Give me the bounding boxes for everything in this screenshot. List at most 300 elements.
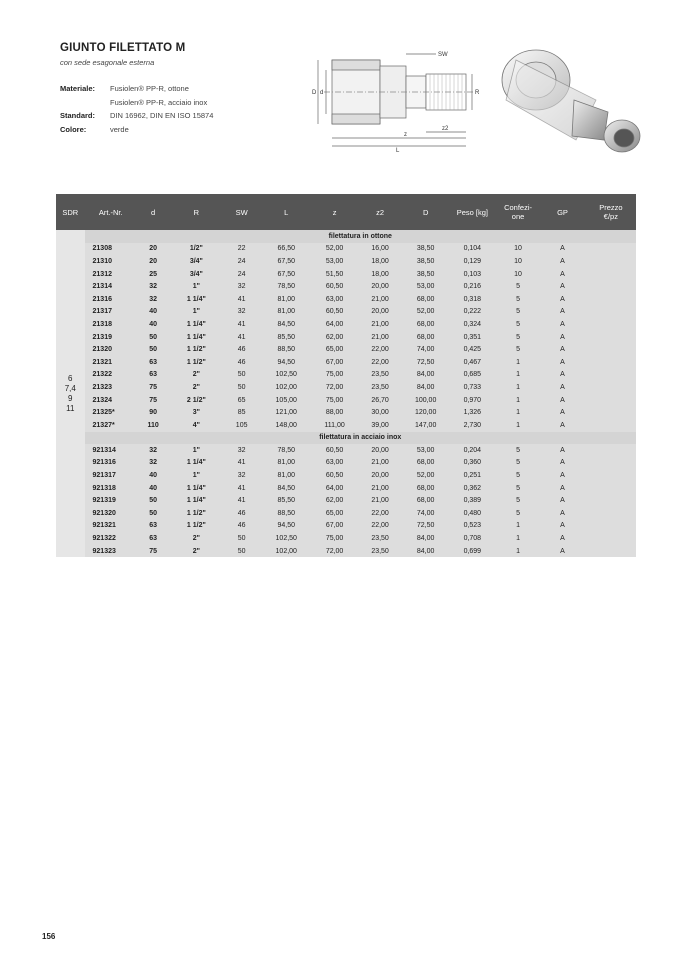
table-cell: 0,467 — [463, 358, 482, 366]
table-cell — [586, 406, 636, 419]
table-cell — [586, 318, 636, 331]
table-cell: 60,50 — [313, 469, 357, 482]
table-cell: 148,00 — [260, 419, 313, 432]
table-cell: 21319 — [92, 333, 112, 341]
table-cell: 5 — [497, 444, 539, 457]
table-cell: 21,00 — [357, 293, 404, 306]
table-cell: 5 — [516, 459, 521, 467]
property-value: Fusiolen® PP-R, acciaio inox — [110, 97, 208, 107]
table-cell: 1 — [497, 369, 539, 382]
table-cell: 84,00 — [404, 545, 448, 558]
table-cell — [586, 482, 636, 495]
label-z: z — [404, 132, 407, 138]
table-cell: 23,50 — [357, 369, 404, 382]
table-cell: 100,00 — [404, 394, 448, 407]
table-cell: 50 — [223, 369, 260, 382]
sdr-value: 7,4 — [64, 383, 76, 393]
property-key-spacer — [60, 96, 110, 110]
table-row — [56, 419, 636, 432]
property-value: verde — [110, 124, 129, 134]
table-cell: 72,50 — [416, 358, 435, 366]
table-cell: 18,00 — [371, 257, 389, 265]
table-cell: 0,103 — [448, 268, 497, 281]
table-cell: 3/4" — [189, 257, 203, 265]
table-cell: 5 — [497, 469, 539, 482]
table-cell: 1 1/2" — [169, 343, 223, 356]
table-cell: 5 — [516, 308, 521, 316]
table-cell: 32 — [149, 283, 158, 291]
table-cell: 105,00 — [260, 394, 313, 407]
table-cell: 94,50 — [260, 520, 313, 533]
table-cell: 1 1/2" — [186, 358, 206, 366]
label-L: L — [396, 148, 400, 154]
table-cell: 102,50 — [275, 535, 297, 543]
table-cell: 1 — [516, 409, 521, 417]
table-row — [56, 243, 636, 256]
table-cell: 40 — [149, 308, 158, 316]
col-header: D — [404, 194, 448, 230]
table-cell: A — [539, 369, 586, 382]
table-cell: 81,00 — [277, 459, 296, 467]
table-cell: 68,00 — [416, 333, 435, 341]
table-cell — [586, 507, 636, 520]
table-cell: 3/4" — [169, 268, 223, 281]
table-cell: 81,00 — [260, 293, 313, 306]
table-cell: 68,00 — [404, 318, 448, 331]
table-cell: 1 1/4" — [169, 318, 223, 331]
table-cell: 21,00 — [357, 318, 404, 331]
table-cell: 21,00 — [371, 459, 389, 467]
table-cell: 66,50 — [260, 243, 313, 256]
table-cell: 67,00 — [325, 358, 344, 366]
table-cell: 65,00 — [313, 343, 357, 356]
table-cell: 21310 — [92, 257, 112, 265]
table-cell: A — [560, 409, 565, 417]
table-cell: 921316 — [92, 459, 116, 467]
section-header-row — [56, 230, 636, 243]
table-cell: A — [560, 333, 565, 341]
table-cell: 0,129 — [463, 257, 482, 265]
table-cell: A — [539, 343, 586, 356]
table-cell: 46 — [237, 358, 246, 366]
table-cell: 21317 — [92, 308, 112, 316]
table-cell: 10 — [497, 268, 539, 281]
table-cell — [586, 419, 636, 432]
table-cell: 21327* — [85, 419, 137, 432]
sdr-cell — [56, 230, 85, 557]
table-cell: 921318 — [92, 484, 116, 492]
table-cell: 4" — [169, 419, 223, 432]
table-cell — [586, 532, 636, 545]
table-cell: 921314 — [85, 444, 137, 457]
property-row — [60, 82, 213, 96]
table-cell: 32 — [237, 283, 246, 291]
table-cell: 63 — [149, 535, 158, 543]
table-cell: 50 — [237, 535, 246, 543]
table-cell: 0,360 — [463, 459, 482, 467]
table-cell: 62,00 — [325, 333, 344, 341]
table-cell: 21316 — [85, 293, 137, 306]
property-row — [60, 96, 213, 110]
table-cell: 21322 — [85, 369, 137, 382]
table-cell: 75,00 — [325, 535, 344, 543]
table-cell: 2" — [169, 545, 223, 558]
table-cell: 20 — [149, 257, 158, 265]
table-cell: 0,708 — [463, 535, 482, 543]
table-cell: 50 — [237, 383, 246, 391]
property-key: Standard: — [60, 111, 96, 120]
table-cell: 68,00 — [416, 484, 435, 492]
table-cell: A — [539, 419, 586, 432]
table-cell: 21325* — [92, 409, 115, 417]
table-cell: 0,733 — [463, 383, 482, 391]
table-cell: 50 — [137, 343, 169, 356]
col-header: Prezzo €/pz — [586, 194, 636, 230]
table-cell: A — [539, 444, 586, 457]
table-cell: 32 — [137, 293, 169, 306]
table-row — [56, 394, 636, 407]
label-R: R — [475, 90, 480, 96]
table-cell: 67,00 — [313, 520, 357, 533]
table-cell: 0,351 — [463, 333, 482, 341]
table-cell: 65,00 — [325, 509, 344, 517]
table-cell — [586, 545, 636, 558]
table-cell — [586, 356, 636, 369]
table-cell: 41 — [223, 318, 260, 331]
table-cell: 102,00 — [260, 545, 313, 558]
table-cell: 120,00 — [414, 409, 437, 417]
section-title: filettatura in ottone — [85, 230, 636, 243]
table-cell: 1 1/4" — [186, 333, 206, 341]
table-row — [56, 318, 636, 331]
table-cell: 5 — [516, 509, 521, 517]
table-cell: 921323 — [85, 545, 137, 558]
table-cell: 0,685 — [448, 369, 497, 382]
table-cell: 75 — [137, 545, 169, 558]
table-cell: 46 — [237, 509, 246, 517]
table-cell: 21,00 — [357, 494, 404, 507]
table-row — [56, 545, 636, 558]
table-cell: 921321 — [85, 520, 137, 533]
table-cell: 25 — [137, 268, 169, 281]
product-table — [56, 194, 636, 557]
sdr-value: 6 — [68, 373, 73, 383]
table-cell: 1 1/2" — [169, 520, 223, 533]
table-cell: 921322 — [92, 535, 116, 543]
table-cell: 53,00 — [404, 444, 448, 457]
table-cell: A — [560, 535, 565, 543]
table-cell: A — [539, 268, 586, 281]
table-cell: 921319 — [85, 494, 137, 507]
table-cell: 21323 — [92, 383, 112, 391]
table-cell: 1 1/4" — [186, 459, 206, 467]
table-cell: A — [560, 509, 565, 517]
table-cell: 32 — [223, 444, 260, 457]
table-cell: 40 — [137, 318, 169, 331]
table-cell: 72,50 — [404, 520, 448, 533]
property-key: Materiale: — [60, 84, 96, 93]
table-cell — [586, 457, 636, 470]
table-cell: 102,00 — [275, 383, 297, 391]
table-cell — [586, 343, 636, 356]
table-cell: 75 — [137, 394, 169, 407]
table-cell: 75 — [149, 383, 158, 391]
table-cell — [586, 255, 636, 268]
table-cell: 90 — [149, 409, 158, 417]
table-cell: 68,00 — [404, 293, 448, 306]
table-cell: 5 — [497, 494, 539, 507]
property-key: Colore: — [60, 124, 87, 134]
table-cell — [586, 306, 636, 319]
table-cell: 51,50 — [313, 268, 357, 281]
table-cell: A — [560, 283, 565, 291]
table-cell: 1 — [497, 394, 539, 407]
col-header: L — [260, 194, 313, 230]
table-row — [56, 280, 636, 293]
table-cell: 40 — [137, 469, 169, 482]
table-cell: 26,70 — [357, 394, 404, 407]
table-cell — [586, 280, 636, 293]
table-cell: A — [539, 494, 586, 507]
table-cell: 63 — [137, 369, 169, 382]
table-cell: 46 — [223, 520, 260, 533]
col-header: R — [169, 194, 223, 230]
table-cell: A — [539, 293, 586, 306]
table-cell: A — [539, 243, 586, 256]
table-cell: 21,00 — [371, 484, 389, 492]
table-cell: 21321 — [92, 358, 112, 366]
table-cell: 1" — [192, 283, 200, 291]
table-cell — [586, 268, 636, 281]
table-cell: 84,00 — [404, 369, 448, 382]
table-cell: 5 — [516, 484, 521, 492]
table-cell: 0,425 — [448, 343, 497, 356]
col-header: d — [137, 194, 169, 230]
table-row — [56, 507, 636, 520]
table-row — [56, 532, 636, 545]
table-row — [56, 255, 636, 268]
table-cell: 21318 — [85, 318, 137, 331]
table-cell: 32 — [223, 469, 260, 482]
product-image — [496, 40, 646, 158]
table-cell: 0,699 — [448, 545, 497, 558]
table-row — [56, 494, 636, 507]
table-cell: 0,251 — [448, 469, 497, 482]
table-cell: A — [560, 358, 565, 366]
table-cell: 84,00 — [416, 535, 435, 543]
table-cell: 68,00 — [404, 494, 448, 507]
table-cell: 1 — [497, 545, 539, 558]
table-cell: 74,00 — [404, 343, 448, 356]
label-z2: z2 — [442, 126, 449, 132]
table-cell: 921317 — [85, 469, 137, 482]
table-cell: 921320 — [92, 509, 116, 517]
table-cell: 30,00 — [371, 409, 389, 417]
table-cell: A — [539, 545, 586, 558]
table-cell — [586, 520, 636, 533]
table-row — [56, 520, 636, 533]
table-cell: 72,00 — [313, 545, 357, 558]
table-cell: 88,00 — [325, 409, 344, 417]
table-cell — [586, 394, 636, 407]
table-cell: 18,00 — [357, 268, 404, 281]
table-cell: 85 — [237, 409, 246, 417]
table-cell: 5 — [516, 333, 521, 341]
table-cell: 63,00 — [325, 459, 344, 467]
table-cell: 53,00 — [325, 257, 344, 265]
table-cell: 3" — [192, 409, 200, 417]
table-cell: 41 — [237, 459, 246, 467]
table-cell: 1 — [516, 358, 521, 366]
table-cell: 0,389 — [448, 494, 497, 507]
table-cell: 2" — [192, 535, 200, 543]
table-cell: 1 1/2" — [186, 509, 206, 517]
table-cell: 1 — [516, 383, 521, 391]
table-cell: 111,00 — [313, 419, 357, 432]
table-cell: 85,50 — [260, 494, 313, 507]
col-header: z2 — [357, 194, 404, 230]
page-subtitle: con sede esagonale esterna — [60, 58, 155, 67]
table-cell: 0,104 — [448, 243, 497, 256]
table-cell: 53,00 — [416, 283, 435, 291]
table-cell: A — [560, 383, 565, 391]
table-cell: 22,00 — [357, 520, 404, 533]
table-cell: 2" — [169, 369, 223, 382]
table-cell: 147,00 — [404, 419, 448, 432]
table-row — [56, 482, 636, 495]
table-cell: 52,00 — [313, 243, 357, 256]
table-cell: 62,00 — [313, 494, 357, 507]
col-header: z — [313, 194, 357, 230]
table-cell: 63 — [137, 520, 169, 533]
table-cell: 0,324 — [448, 318, 497, 331]
table-row — [56, 356, 636, 369]
sdr-value: 11 — [66, 403, 75, 413]
label-d: d — [320, 90, 324, 96]
table-cell: 88,50 — [260, 343, 313, 356]
table-row — [56, 343, 636, 356]
table-cell: 74,00 — [416, 509, 435, 517]
table-cell: 38,50 — [416, 257, 435, 265]
table-cell: 39,00 — [357, 419, 404, 432]
table-cell: 32 — [149, 459, 158, 467]
table-cell: 2 1/2" — [169, 394, 223, 407]
table-cell: A — [539, 520, 586, 533]
table-cell: 50 — [149, 333, 158, 341]
table-cell: 21320 — [85, 343, 137, 356]
col-header: Confezi- one — [497, 194, 539, 230]
table-cell: 72,00 — [325, 383, 344, 391]
table-cell: 23,50 — [371, 535, 389, 543]
table-cell: 63 — [149, 358, 158, 366]
col-header: Peso [kg] — [448, 194, 497, 230]
section-title: filettatura in acciaio inox — [85, 432, 636, 445]
table-cell: 50 — [223, 545, 260, 558]
table-cell — [586, 369, 636, 382]
table-row — [56, 306, 636, 319]
table-cell: 78,50 — [260, 444, 313, 457]
table-cell: 38,50 — [404, 243, 448, 256]
table-cell: 32 — [137, 444, 169, 457]
table-cell: 22,00 — [371, 358, 389, 366]
table-cell: 88,50 — [277, 509, 296, 517]
table-cell: 20,00 — [357, 469, 404, 482]
table-cell: 5 — [497, 318, 539, 331]
table-row — [56, 469, 636, 482]
table-cell: 84,50 — [260, 318, 313, 331]
table-cell: 46 — [223, 343, 260, 356]
property-value: DIN 16962, DIN EN ISO 15874 — [110, 111, 214, 120]
table-cell: 60,50 — [325, 308, 344, 316]
table-row — [56, 293, 636, 306]
table-cell: 0,480 — [463, 509, 482, 517]
table-cell: A — [539, 394, 586, 407]
table-cell: 60,50 — [313, 444, 357, 457]
table-cell: 41 — [237, 484, 246, 492]
table-cell: 22,00 — [357, 343, 404, 356]
table-cell: 81,00 — [277, 308, 296, 316]
table-cell: 0,970 — [448, 394, 497, 407]
table-row — [56, 268, 636, 281]
table-cell: 102,50 — [260, 369, 313, 382]
table-cell: 52,00 — [404, 469, 448, 482]
table-cell: 121,00 — [275, 409, 297, 417]
table-cell: 0,523 — [448, 520, 497, 533]
table-cell: 1 — [516, 535, 521, 543]
table-cell: 20,00 — [371, 283, 389, 291]
table-cell: 1,326 — [463, 409, 482, 417]
property-value: Fusiolen® PP-R, ottone — [110, 84, 189, 93]
table-cell: 1" — [169, 469, 223, 482]
table-cell: 0,204 — [448, 444, 497, 457]
table-cell: 64,00 — [313, 318, 357, 331]
table-cell: 24 — [223, 268, 260, 281]
properties-block — [60, 82, 213, 136]
table-cell: 75,00 — [313, 369, 357, 382]
table-cell: 1 — [497, 419, 539, 432]
table-cell: 20 — [137, 243, 169, 256]
table-cell: 1 — [497, 520, 539, 533]
table-cell: 20,00 — [357, 444, 404, 457]
table-cell: 1" — [192, 308, 200, 316]
table-cell: 0,216 — [463, 283, 482, 291]
table-cell: 5 — [497, 293, 539, 306]
page-title: GIUNTO FILETTATO M — [60, 42, 186, 54]
table-cell: 2" — [192, 383, 200, 391]
table-cell: 0,222 — [463, 308, 482, 316]
table-cell: 32 — [237, 308, 246, 316]
table-cell: A — [560, 308, 565, 316]
table-cell: 23,50 — [371, 383, 389, 391]
table-cell: 105 — [223, 419, 260, 432]
table-cell: 5 — [497, 343, 539, 356]
table-cell: 1" — [169, 444, 223, 457]
table-cell: 22,00 — [371, 509, 389, 517]
table-cell: A — [560, 257, 565, 265]
table-cell: 5 — [516, 283, 521, 291]
table-cell: 85,50 — [277, 333, 296, 341]
table-cell: 110 — [137, 419, 169, 432]
table-cell: 21314 — [92, 283, 112, 291]
table-header-row — [56, 194, 636, 230]
table-cell: 24 — [237, 257, 246, 265]
table-cell: 21324 — [85, 394, 137, 407]
table-row — [56, 369, 636, 382]
table-row — [56, 444, 636, 457]
table-cell: 40 — [149, 484, 158, 492]
table-cell: 0,318 — [448, 293, 497, 306]
table-cell: 21312 — [85, 268, 137, 281]
